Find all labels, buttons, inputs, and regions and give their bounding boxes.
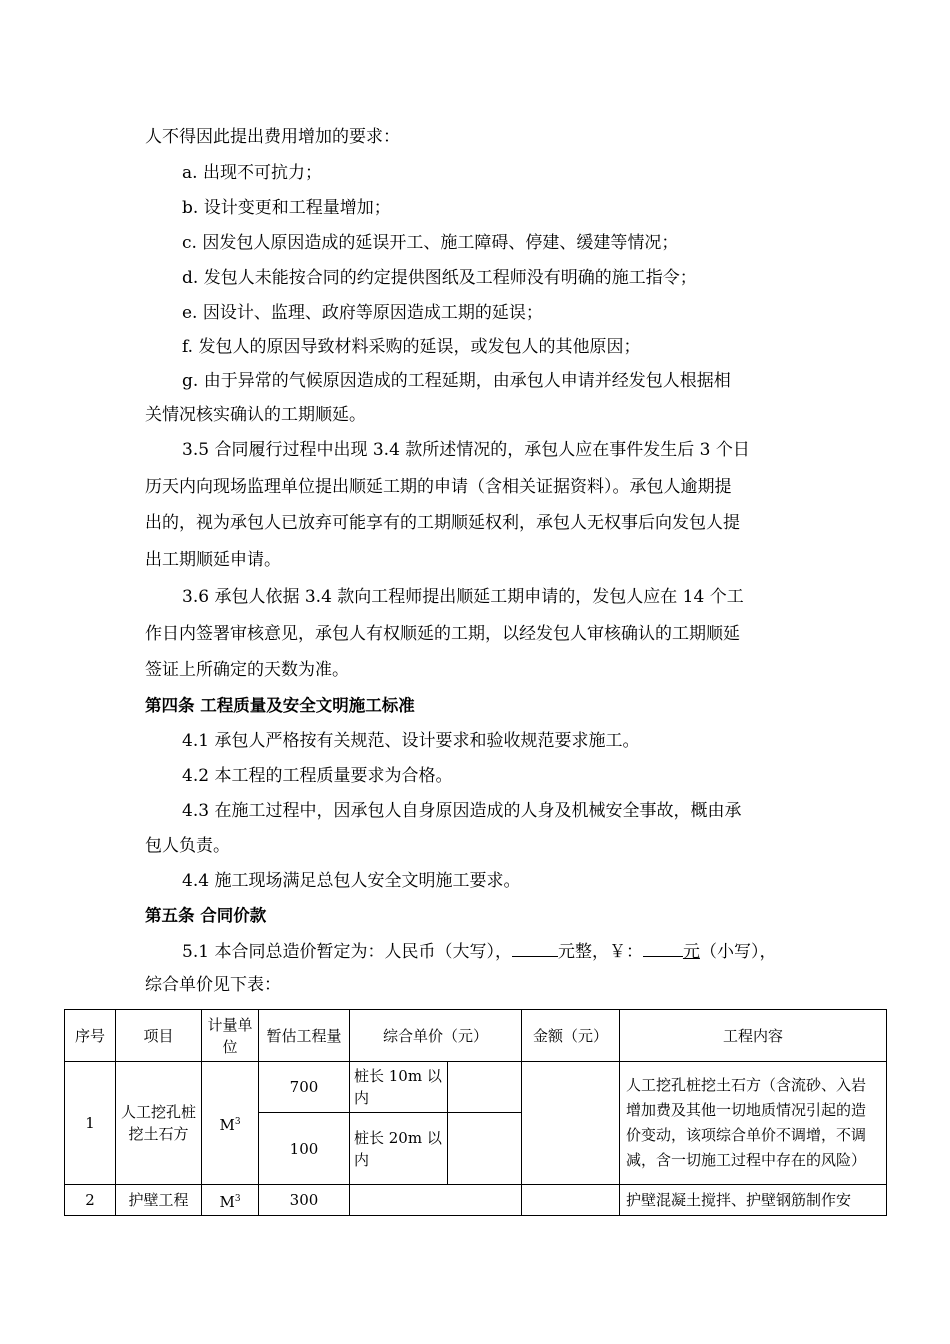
paragraph-continuation: 人不得因此提出费用增加的要求： [145,127,400,147]
list-item-g-line1: g. 由于异常的气候原因造成的工程延期，由承包人申请并经发包人根据相 [182,371,731,391]
row2-no: 2 [65,1185,116,1216]
list-item-a: a. 出现不可抗力； [182,163,322,183]
header-unit-price: 综合单价（元） [350,1010,522,1062]
list-item-g-line2: 关情况核实确认的工期顺延。 [145,405,366,425]
list-item-b: b. 设计变更和工程量增加； [182,198,391,218]
table-row [65,1185,887,1216]
row1-price2 [448,1113,522,1185]
clause-3-5-line3: 出的，视为承包人已放弃可能享有的工期顺延权利，承包人无权事后向发包人提 [145,513,740,533]
row2-price [350,1185,522,1216]
row1-qty1: 700 [259,1062,350,1113]
row2-amount [522,1185,620,1216]
clause-3-5-line1: 3.5 合同履行过程中出现 3.4 款所述情况的，承包人应在事件发生后 3 个日 [182,440,750,460]
table-header-row [65,1010,887,1062]
header-item: 项目 [116,1010,202,1062]
clause-4-3-line1: 4.3 在施工过程中，因承包人自身原因造成的人身及机械安全事故，概由承 [182,801,742,821]
clause-3-6-line1: 3.6 承包人依据 3.4 款向工程师提出顺延工期申请的，发包人应在 14 个工 [182,587,744,607]
row1-content: 人工挖孔桩挖土石方（含流砂、入岩增加费及其他一切地质情况引起的造价变动，该项综合单价不调增，不调减，含一切施工过程中存在的风险） [620,1062,887,1185]
row1-no: 1 [65,1062,116,1185]
list-item-d: d. 发包人未能按合同的约定提供图纸及工程师没有明确的施工指令； [182,268,697,288]
header-no: 序号 [65,1010,116,1062]
list-item-c: c. 因发包人原因造成的延误开工、施工障碍、停建、缓建等情况； [182,233,679,253]
clause-4-1: 4.1 承包人严格按有关规范、设计要求和验收规范要求施工。 [182,731,640,751]
row1-unit: $M^3$ [202,1062,259,1185]
row1-item: 人工挖孔桩挖土石方 [116,1062,202,1185]
article-5-heading: 第五条 合同价款 [145,906,267,925]
clause-5-1-text-d: （小写）， [699,942,777,962]
header-unit: 计量单位 [202,1010,259,1062]
blank-amount-figure[interactable] [643,940,683,957]
header-qty: 暂估工程量 [259,1010,350,1062]
clause-5-1-text-b: 元整，￥： [557,942,643,962]
row1-price1 [448,1062,522,1113]
clause-5-1-text-a: 5.1 本合同总造价暂定为：人民币（大写）， [182,942,512,962]
row2-unit: $M^3$ [202,1185,259,1216]
clause-4-2: 4.2 本工程的工程质量要求为合格。 [182,766,453,786]
row1-qty2: 100 [259,1113,350,1185]
clause-3-6-line2: 作日内签署审核意见，承包人有权顺延的工期，以经发包人审核确认的工期顺延 [145,624,740,644]
table-row [65,1062,887,1113]
clause-5-1-line2: 综合单价见下表： [145,975,281,995]
clause-3-5-line4: 出工期顺延申请。 [145,550,281,570]
clause-5-1-text-c: 元 [682,942,700,962]
clause-3-5-line2: 历天内向现场监理单位提出顺延工期的申请（含相关证据资料）。承包人逾期提 [145,477,732,497]
article-4-heading: 第四条 工程质量及安全文明施工标准 [145,696,415,715]
row2-content: 护壁混凝土搅拌、护壁钢筋制作安 [620,1185,887,1216]
list-item-f: f. 发包人的原因导致材料采购的延误，或发包人的其他原因； [182,337,641,357]
clause-5-1-line1 [182,940,776,962]
header-amount: 金额（元） [522,1010,620,1062]
clause-4-3-line2: 包人负责。 [145,836,230,856]
blank-amount-words[interactable] [512,940,558,957]
row2-item: 护壁工程 [116,1185,202,1216]
clause-4-4: 4.4 施工现场满足总包人安全文明施工要求。 [182,871,521,891]
clause-3-6-line3: 签证上所确定的天数为准。 [145,660,349,680]
row1-cond1: 桩长 10m 以内 [350,1062,448,1113]
header-content: 工程内容 [620,1010,887,1062]
row1-amount [522,1062,620,1185]
unit-price-table [64,1009,887,1216]
row2-qty: 300 [259,1185,350,1216]
list-item-e: e. 因设计、监理、政府等原因造成工期的延误； [182,303,543,323]
row1-cond2: 桩长 20m 以内 [350,1113,448,1185]
